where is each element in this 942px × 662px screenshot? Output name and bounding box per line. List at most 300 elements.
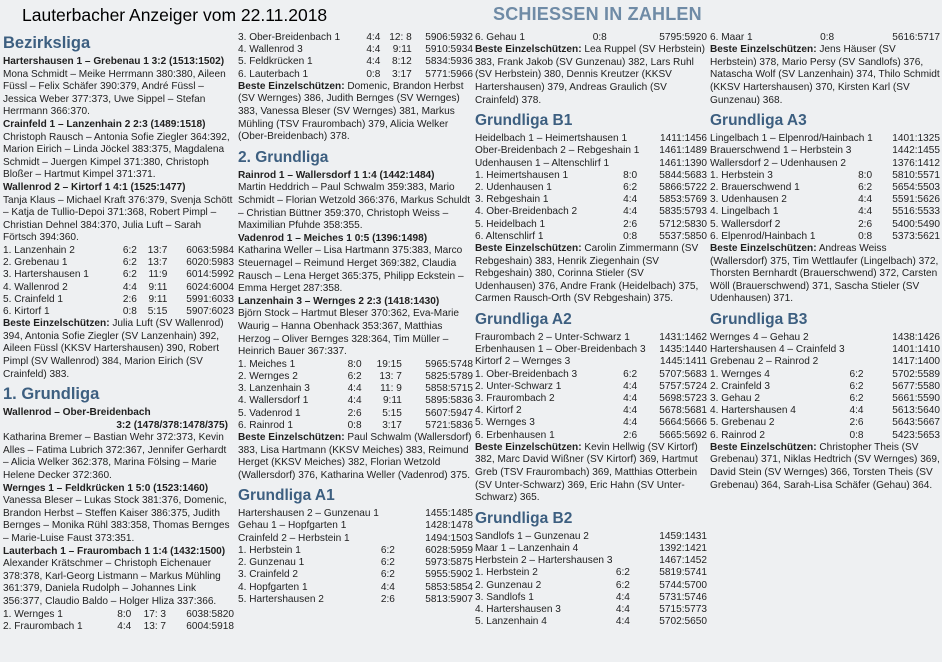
team-cell: 4. Kirtorf 2 bbox=[475, 405, 522, 417]
value-cell: 5:15 bbox=[382, 407, 402, 419]
table-row bbox=[238, 383, 473, 395]
value-cell: 1461:1390 bbox=[659, 157, 707, 169]
value-cell: 5654:5503 bbox=[892, 181, 940, 193]
pairings-table bbox=[475, 133, 707, 170]
team-cell: 1. Herbstein 3 bbox=[710, 169, 773, 181]
value-cell: 4:4 bbox=[347, 383, 362, 395]
best-shooters-text: Carolin Zimmermann (SV Rebgeshain) 383, Henrik Ziegenhain (SV Rebgeshain) 380, Corinna Stieler (SV Udenhausen) 376, Andre Frank (Heidelbach) 375, Carmen Rausch-Orth (SV Rebgeshain) 375. bbox=[475, 243, 699, 305]
team-cell: Crainfeld 2 – Herbstein 1 bbox=[238, 532, 350, 544]
table-row bbox=[475, 32, 707, 44]
value-cell: 5677:5580 bbox=[892, 380, 940, 392]
value-cell: 4:4 bbox=[623, 392, 638, 404]
best-shooters-label: Beste Einzelschützen: bbox=[238, 431, 345, 443]
table-row bbox=[475, 393, 707, 405]
match-details: Alexander Krätschmer – Christoph Eichenauer 378:378, Karl-Georg Listmann – Markus Mühling 361:379, Daniela Rudolph – Johannes Link 356:377, Claudio Baldo – Holger Hliza 337:366. bbox=[3, 558, 221, 607]
value-cell: 1459:1431 bbox=[659, 530, 707, 542]
table-row bbox=[475, 580, 707, 592]
table-row bbox=[710, 182, 940, 194]
value-cell: 5835:5793 bbox=[659, 206, 707, 218]
table-row bbox=[475, 332, 707, 344]
value-cell: 2:6 bbox=[849, 417, 864, 429]
team-cell: Maar 1 – Lanzenhain 4 bbox=[475, 542, 579, 554]
column-3 bbox=[475, 32, 707, 628]
team-cell: 5. Crainfeld 1 bbox=[3, 293, 64, 305]
value-cell: 5844:5683 bbox=[659, 169, 707, 181]
value-cell: 1428:1478 bbox=[425, 520, 473, 532]
team-cell: Sandlofs 1 – Gunzenau 2 bbox=[475, 530, 589, 542]
best-shooters bbox=[710, 243, 940, 306]
team-cell: 3. Hartershausen 1 bbox=[3, 269, 89, 281]
value-cell: 4:4 bbox=[623, 405, 638, 417]
team-cell: 1. Wernges 4 bbox=[710, 368, 770, 380]
team-cell: 3. Rebgeshain 1 bbox=[475, 194, 549, 206]
value-cell: 8:12 bbox=[392, 56, 412, 68]
value-cell: 5757:5724 bbox=[659, 380, 707, 392]
value-cell: 5795:5920 bbox=[659, 32, 707, 43]
pairings-table bbox=[238, 508, 473, 545]
value-cell: 6:2 bbox=[122, 244, 137, 256]
table-row bbox=[475, 158, 707, 170]
table-row bbox=[475, 182, 707, 194]
best-shooters bbox=[710, 442, 940, 492]
value-cell: 9:11 bbox=[392, 44, 412, 56]
league-heading: Grundliga B1 bbox=[475, 112, 573, 130]
team-cell: 2. Udenhausen 1 bbox=[475, 181, 552, 193]
best-shooters-text: Christopher Theis (SV Grebenau) 371, Niklas Hedtrich (SV Wernges) 369, David Stein (SV Wernges) 366, Torsten Theis (SV Grebenau) 364, Sarah-Lisa Schäfer (Gehau) 364. bbox=[710, 441, 940, 491]
best-shooters bbox=[238, 81, 473, 144]
best-shooters bbox=[475, 44, 707, 107]
match-details: Martin Heddrich – Paul Schwalm 359:383, Mario Schmidt – Florian Wetzold 366:376, Markus Schuldt – Christian Büttner 359:370, Christoph Weiss – Maximilian Pfuhde 358:355. bbox=[238, 182, 471, 232]
value-cell: 6:2 bbox=[122, 257, 137, 269]
team-cell: 2. Fraurombach 1 bbox=[3, 620, 83, 632]
standings-table bbox=[238, 545, 473, 606]
table-row bbox=[3, 609, 234, 621]
standings-table bbox=[475, 170, 707, 243]
value-cell: 5664:5666 bbox=[659, 417, 707, 429]
table-row bbox=[475, 616, 707, 628]
match-details: Christoph Rausch – Antonia Sofie Ziegler 364:392, Marion Eirich – Linda Jöckel 383:375, Magdalena Schmidt – Juergen Kimpel 371:380, Christoph Bloßer – Hartmut Kimpel 371:371. bbox=[3, 131, 230, 181]
best-shooters-label: Beste Einzelschützen: bbox=[475, 44, 582, 56]
value-cell: 6:2 bbox=[849, 392, 864, 404]
match-result: Wallenrod 2 – Kirtorf 1 4:1 (1525:1477) bbox=[3, 181, 186, 193]
team-cell: 1. Lanzenhain 2 bbox=[3, 244, 75, 256]
value-cell: 5721:5836 bbox=[425, 419, 473, 431]
value-cell: 0:8 bbox=[858, 230, 873, 242]
match-details: Tanja Klaus – Michael Kraft 376:379, Svenja Schött – Katja de Tullio-Depoi 371:368, Robert Pimpl – Christian Dehnel 384:370, Julia Luft – Sarah Förtsch 394:360. bbox=[3, 194, 233, 244]
team-cell: 5. Wallersdorf 2 bbox=[710, 218, 781, 230]
value-cell: 11: 9 bbox=[380, 383, 402, 395]
team-cell: 5. Grebenau 2 bbox=[710, 417, 775, 429]
column-2 bbox=[238, 32, 473, 606]
value-cell: 6028:5959 bbox=[425, 544, 473, 556]
value-cell: 6:2 bbox=[623, 181, 638, 193]
value-cell: 1411:1456 bbox=[660, 133, 707, 145]
table-row bbox=[238, 69, 473, 81]
table-row bbox=[3, 257, 234, 269]
team-cell: 3. Sandlofs 1 bbox=[475, 591, 534, 603]
team-cell: 6. Elpenrod/Hainbach 1 bbox=[710, 230, 816, 242]
standings-table bbox=[710, 32, 940, 44]
value-cell: 4:4 bbox=[366, 56, 381, 68]
value-cell: 6020:5983 bbox=[186, 257, 234, 269]
team-cell: 3. Ober-Breidenbach 1 bbox=[238, 32, 341, 43]
table-row bbox=[3, 621, 234, 633]
match-details: Vanessa Bleser – Lukas Stock 381:376, Domenic, Brandon Herbst – Steffen Kaiser 386:375, Judith Bernges – Monika Rühl 383:358, Thomas Bernges – Marie-Luise Faust 373:351. bbox=[3, 495, 230, 545]
team-cell: 3. Udenhausen 2 bbox=[710, 194, 787, 206]
table-row bbox=[475, 381, 707, 393]
best-shooters-text: Jens Häuser (SV Herbstein) 378, Mario Persy (SV Sandlofs) 376, Natascha Wolf (SV Lanzenhain) 374, Thilo Schmidt (KKSV Hartershausen) 370, Kirsten Karl (SV Gunzenau) 368. bbox=[710, 44, 940, 106]
value-cell: 4:4 bbox=[858, 194, 873, 206]
table-row bbox=[475, 405, 707, 417]
standings-table bbox=[238, 32, 473, 81]
value-cell: 6:2 bbox=[380, 557, 395, 569]
value-cell: 0:8 bbox=[366, 68, 381, 80]
value-cell: 5895:5836 bbox=[425, 395, 473, 407]
value-cell: 19:15 bbox=[376, 358, 402, 370]
value-cell: 5591:5626 bbox=[892, 194, 940, 206]
table-row bbox=[238, 594, 473, 606]
team-cell: 3. Lanzenhain 3 bbox=[238, 383, 310, 395]
value-cell: 4:4 bbox=[858, 206, 873, 218]
match-result: Rainrod 1 – Wallersdorf 1 1:4 (1442:1484) bbox=[238, 169, 435, 181]
value-cell: 3:17 bbox=[392, 68, 412, 80]
newspaper-title: Lauterbacher Anzeiger vom 22.11.2018 bbox=[22, 5, 328, 25]
value-cell: 13:7 bbox=[147, 244, 168, 256]
table-row bbox=[238, 32, 473, 44]
value-cell: 4:4 bbox=[347, 395, 362, 407]
value-cell: 0:8 bbox=[592, 32, 607, 43]
value-cell: 5423:5653 bbox=[892, 429, 940, 441]
value-cell: 2:6 bbox=[623, 429, 638, 441]
match-result: Hartershausen 1 – Grebenau 1 3:2 (1513:1502) bbox=[3, 56, 225, 67]
best-shooters-label: Beste Einzelschützen: bbox=[475, 243, 582, 254]
value-cell: 4:4 bbox=[615, 591, 630, 603]
team-cell: 6. Rainrod 1 bbox=[238, 419, 293, 431]
standings-table bbox=[475, 369, 707, 442]
best-shooters-text: Andreas Weiss (Wallersdorf) 375, Tim Wettlaufer (Lingelbach) 372, Thorsten Bernhardt (Brauerschwend) 372, Carsten Wöll (Brauerschwend) 371, Sascha Stieler (SV Udenhausen) 371. bbox=[710, 243, 939, 305]
page-header bbox=[0, 0, 942, 30]
team-cell: 3. Fraurombach 2 bbox=[475, 392, 555, 404]
value-cell: 6:2 bbox=[380, 569, 395, 581]
table-row bbox=[710, 145, 940, 157]
team-cell: 2. Wernges 2 bbox=[238, 370, 298, 382]
value-cell: 4:4 bbox=[615, 603, 630, 615]
value-cell: 12: 8 bbox=[389, 32, 412, 43]
value-cell: 5373:5621 bbox=[892, 230, 940, 242]
team-cell: 4. Ober-Breidenbach 2 bbox=[475, 206, 578, 218]
table-row bbox=[3, 294, 234, 306]
table-row bbox=[710, 170, 940, 182]
match-result: Lanzenhain 3 – Wernges 2 2:3 (1418:1430) bbox=[238, 295, 440, 307]
table-row bbox=[475, 133, 707, 145]
value-cell: 5853:5854 bbox=[425, 581, 473, 593]
table-row bbox=[710, 381, 940, 393]
best-shooters-label: Beste Einzelschützen: bbox=[238, 80, 345, 92]
value-cell: 4:4 bbox=[623, 206, 638, 218]
table-row bbox=[238, 557, 473, 569]
team-cell: 1. Meiches 1 bbox=[238, 358, 296, 370]
table-row bbox=[238, 44, 473, 56]
value-cell: 5853:5769 bbox=[659, 194, 707, 206]
team-cell: 6. Maar 1 bbox=[710, 32, 753, 43]
value-cell: 5906:5932 bbox=[425, 32, 473, 43]
team-cell: 6. Gehau 1 bbox=[475, 32, 525, 43]
team-cell: 4. Wallenrod 3 bbox=[238, 44, 303, 56]
team-cell: Brauerschwend 1 – Herbstein 3 bbox=[710, 145, 852, 157]
team-cell: Fraurombach 2 – Unter-Schwarz 1 bbox=[475, 331, 630, 343]
value-cell: 6:2 bbox=[122, 269, 137, 281]
team-cell: Kirtorf 2 – Wernges 3 bbox=[475, 356, 571, 368]
table-row bbox=[238, 359, 473, 371]
value-cell: 9:11 bbox=[148, 281, 168, 293]
value-cell: 11:9 bbox=[148, 269, 168, 281]
value-cell: 5834:5936 bbox=[425, 56, 473, 68]
match-details: Katharina Bremer – Bastian Wehr 372:373, Kevin Alles – Fatima Lubrich 372:367, Jennifer Gerhardt – Alicia Welker 362:378, Marina Fölsing – Marie Helene Decker 372:360. bbox=[3, 432, 227, 482]
value-cell: 13: 7 bbox=[143, 620, 167, 632]
team-cell: 5. Heidelbach 1 bbox=[475, 218, 546, 230]
value-cell: 8:0 bbox=[117, 608, 132, 620]
table-row bbox=[475, 604, 707, 616]
value-cell: 5:15 bbox=[147, 305, 168, 317]
team-cell: 6. Erbenhausen 1 bbox=[475, 429, 555, 441]
table-row bbox=[475, 145, 707, 157]
table-row bbox=[710, 219, 940, 231]
table-row bbox=[475, 430, 707, 442]
value-cell: 8:0 bbox=[347, 358, 362, 370]
value-cell: 1401:1410 bbox=[892, 344, 940, 356]
team-cell: Wernges 4 – Gehau 2 bbox=[710, 331, 809, 343]
standings-table bbox=[3, 609, 234, 633]
team-cell: 1. Herbstein 2 bbox=[475, 567, 538, 579]
team-cell: 6. Lauterbach 1 bbox=[238, 68, 309, 80]
best-shooters-label: Beste Einzelschützen: bbox=[710, 243, 817, 254]
league-heading: Grundliga A2 bbox=[475, 310, 572, 328]
team-cell: 2. Grebenau 1 bbox=[3, 257, 68, 269]
value-cell: 1417:1400 bbox=[892, 356, 940, 368]
value-cell: 9:11 bbox=[382, 395, 402, 407]
team-cell: 3. Gehau 2 bbox=[710, 392, 760, 404]
team-cell: 4. Hartershausen 4 bbox=[710, 405, 796, 417]
best-shooters-text: Kevin Hellwig (SV Kirtorf) 382, Marc David Wißner (SV Kirtorf) 369, Hartmut Greb (TSV Fraurombach) 369, Matthias Otterbein (SV Unter-Schwarz) 369, Eric Hahn (SV Unter-Schwarz) 365. bbox=[475, 441, 698, 504]
standings-table bbox=[475, 32, 707, 44]
value-cell: 4:4 bbox=[623, 194, 638, 206]
value-cell: 5731:5746 bbox=[659, 591, 707, 603]
value-cell: 6038:5820 bbox=[186, 608, 234, 620]
best-shooters bbox=[710, 44, 940, 107]
table-row bbox=[710, 158, 940, 170]
value-cell: 5858:5715 bbox=[425, 383, 473, 395]
team-cell: 1. Wernges 1 bbox=[3, 608, 63, 620]
table-row bbox=[3, 269, 234, 281]
match-result: Vadenrod 1 – Meiches 1 0:5 (1396:1498) bbox=[238, 232, 428, 244]
best-shooters-label: Beste Einzelschützen: bbox=[710, 441, 817, 453]
team-cell: Lingelbach 1 – Elpenrod/Hainbach 1 bbox=[710, 133, 873, 145]
value-cell: 6:2 bbox=[615, 567, 630, 579]
table-row bbox=[238, 520, 473, 532]
table-row bbox=[710, 405, 940, 417]
standings-table bbox=[475, 567, 707, 628]
team-cell: Herbstein 2 – Hartershausen 3 bbox=[475, 555, 613, 567]
value-cell: 5965:5748 bbox=[425, 358, 473, 370]
value-cell: 4:4 bbox=[623, 380, 638, 392]
team-cell: 5. Vadenrod 1 bbox=[238, 407, 301, 419]
team-cell: 2. Gunzenau 2 bbox=[475, 579, 542, 591]
value-cell: 1442:1455 bbox=[892, 145, 940, 157]
league-heading: Grundliga A1 bbox=[238, 487, 335, 505]
match-details: Katharina Weller – Lisa Hartmann 375:383, Marco Steuernagel – Reimund Herget 369:382, Claudia Rausch – Lena Herget 365:375, Philipp Eckstein – Emma Herget 287:358. bbox=[238, 245, 464, 295]
value-cell: 1376:1412 bbox=[892, 157, 940, 169]
value-cell: 6024:6004 bbox=[186, 281, 234, 293]
table-row bbox=[238, 545, 473, 557]
value-cell: 1445:1411 bbox=[660, 356, 707, 368]
best-shooters-label: Beste Einzelschützen: bbox=[3, 318, 110, 330]
value-cell: 6014:5992 bbox=[186, 269, 234, 281]
best-shooters-text: Domenic, Brandon Herbst (SV Wernges) 386, Judith Bernges (SV Wernges) 383, Vanessa Bleser (SV Wernges) 381, Markus Mühling (TSV Fraurombach) 379, Alicia Welker (Ober-Breidenbach) 378. bbox=[238, 80, 464, 143]
value-cell: 4:4 bbox=[380, 581, 395, 593]
value-cell: 0:8 bbox=[623, 230, 638, 242]
value-cell: 0:8 bbox=[820, 32, 835, 43]
table-row bbox=[3, 282, 234, 294]
value-cell: 5678:5681 bbox=[659, 405, 707, 417]
best-shooters-text: Julia Luft (SV Wallenrod) 394, Antonia Sofie Ziegler (SV Lanzenhain) 392, Aileen Füssl (KKSV Hartershausen) 390, Robert Pimpl (SV Wallenrod) 384, Marion Eirich (SV Crainfeld) 383. bbox=[3, 318, 224, 380]
table-row bbox=[238, 371, 473, 383]
pairings-table bbox=[710, 332, 940, 369]
league-heading: 2. Grundliga bbox=[238, 148, 329, 166]
value-cell: 1438:1426 bbox=[892, 331, 940, 343]
value-cell: 5516:5533 bbox=[892, 206, 940, 218]
value-cell: 5907:6023 bbox=[186, 305, 234, 317]
standings-table bbox=[238, 359, 473, 432]
value-cell: 8:0 bbox=[623, 169, 638, 181]
value-cell: 1455:1485 bbox=[425, 508, 473, 520]
team-cell: 5. Lanzenhain 4 bbox=[475, 616, 547, 628]
team-cell: 1. Herbstein 1 bbox=[238, 544, 301, 556]
value-cell: 6:2 bbox=[858, 181, 873, 193]
league-heading: Grundliga A3 bbox=[710, 112, 807, 130]
league-heading: Bezirksliga bbox=[3, 34, 91, 52]
table-row bbox=[710, 356, 940, 368]
match-details: Björn Stock – Hartmut Bleser 370:362, Eva-Marie Waurig – Hanna Obenhack 353:367, Matthias Herzog – Oliver Bernges 328:364, Tim Müller – Heinrich Bauer 367:337. bbox=[238, 308, 460, 358]
table-row bbox=[238, 420, 473, 432]
column-1 bbox=[3, 30, 234, 633]
table-row bbox=[3, 306, 234, 318]
value-cell: 6:2 bbox=[615, 579, 630, 591]
table-row bbox=[475, 417, 707, 429]
league-heading: 1. Grundliga bbox=[3, 385, 100, 404]
best-shooters bbox=[475, 442, 707, 505]
match-result: Crainfeld 1 – Lanzenhain 2 2:3 (1489:1518) bbox=[3, 118, 206, 130]
value-cell: 1392:1421 bbox=[659, 542, 707, 554]
standings-table bbox=[3, 245, 234, 318]
table-row bbox=[238, 56, 473, 68]
team-cell: 6. Rainrod 2 bbox=[710, 429, 765, 441]
table-row bbox=[710, 231, 940, 243]
value-cell: 5866:5722 bbox=[659, 181, 707, 193]
value-cell: 4:4 bbox=[117, 620, 132, 632]
team-cell: 3. Crainfeld 2 bbox=[238, 569, 299, 581]
table-row bbox=[475, 344, 707, 356]
value-cell: 5973:5875 bbox=[425, 557, 473, 569]
value-cell: 5400:5490 bbox=[892, 218, 940, 230]
league-heading: Grundliga B3 bbox=[710, 310, 808, 328]
table-row bbox=[475, 356, 707, 368]
value-cell: 5991:6033 bbox=[186, 293, 234, 305]
table-row bbox=[710, 332, 940, 344]
team-cell: Heidelbach 1 – Heimertshausen 1 bbox=[475, 133, 628, 145]
value-cell: 5712:5830 bbox=[659, 218, 707, 230]
team-cell: Hartershausen 4 – Crainfeld 3 bbox=[710, 344, 845, 356]
value-cell: 1431:1462 bbox=[659, 331, 707, 343]
value-cell: 2:6 bbox=[122, 293, 137, 305]
value-cell: 5771:5966 bbox=[425, 68, 473, 80]
value-cell: 13: 7 bbox=[379, 370, 402, 382]
match-score: 3:2 (1478/378:1478/375) bbox=[116, 419, 228, 431]
table-row bbox=[238, 395, 473, 407]
value-cell: 13:7 bbox=[147, 257, 168, 269]
team-cell: 1. Heimertshausen 1 bbox=[475, 169, 569, 181]
value-cell: 5825:5789 bbox=[425, 370, 473, 382]
table-row bbox=[710, 344, 940, 356]
team-cell: 5. Hartershausen 2 bbox=[238, 593, 324, 605]
table-row bbox=[710, 393, 940, 405]
table-row bbox=[475, 555, 707, 567]
value-cell: 5715:5773 bbox=[659, 603, 707, 615]
best-shooters bbox=[238, 432, 473, 482]
value-cell: 6:2 bbox=[380, 544, 395, 556]
team-cell: Gehau 1 – Hopfgarten 1 bbox=[238, 520, 347, 532]
value-cell: 5665:5692 bbox=[659, 429, 707, 441]
table-row bbox=[710, 206, 940, 218]
value-cell: 5702:5650 bbox=[659, 616, 707, 628]
value-cell: 6004:5918 bbox=[186, 620, 234, 632]
value-cell: 5744:5700 bbox=[659, 579, 707, 591]
value-cell: 3:17 bbox=[382, 419, 402, 431]
table-row bbox=[3, 245, 234, 257]
value-cell: 1435:1440 bbox=[659, 344, 707, 356]
best-shooters-label: Beste Einzelschützen: bbox=[475, 441, 582, 453]
team-cell: 2. Crainfeld 3 bbox=[710, 380, 771, 392]
table-row bbox=[238, 533, 473, 545]
team-cell: 2. Brauerschwend 1 bbox=[710, 181, 800, 193]
best-shooters-label: Beste Einzelschützen: bbox=[710, 44, 817, 56]
pairings-table bbox=[710, 133, 940, 170]
value-cell: 1401:1325 bbox=[892, 133, 940, 145]
value-cell: 2:6 bbox=[380, 593, 395, 605]
value-cell: 0:8 bbox=[849, 429, 864, 441]
value-cell: 5537:5850 bbox=[659, 230, 707, 242]
match-result: Wallenrod – Ober-Breidenbach bbox=[3, 407, 151, 419]
table-row bbox=[710, 133, 940, 145]
value-cell: 2:6 bbox=[623, 218, 638, 230]
team-cell: Hartershausen 2 – Gunzenau 1 bbox=[238, 508, 379, 520]
team-cell: Udenhausen 1 – Altenschlirf 1 bbox=[475, 157, 610, 169]
table-row bbox=[475, 206, 707, 218]
standings-table bbox=[710, 369, 940, 442]
team-cell: Wallersdorf 2 – Udenhausen 2 bbox=[710, 157, 846, 169]
best-shooters bbox=[3, 318, 234, 381]
team-cell: 2. Gunzenau 1 bbox=[238, 557, 305, 569]
value-cell: 6:2 bbox=[347, 370, 362, 382]
match-result: Wernges 1 – Feldkrücken 1 5:0 (1523:1460) bbox=[3, 482, 209, 494]
value-cell: 5698:5723 bbox=[659, 392, 707, 404]
team-cell: 6. Altenschlirf 1 bbox=[475, 230, 544, 242]
column-4 bbox=[710, 32, 940, 492]
value-cell: 0:8 bbox=[122, 305, 137, 317]
pairings-table bbox=[475, 332, 707, 369]
value-cell: 5702:5589 bbox=[892, 368, 940, 380]
table-row bbox=[710, 430, 940, 442]
pairings-table bbox=[475, 531, 707, 568]
